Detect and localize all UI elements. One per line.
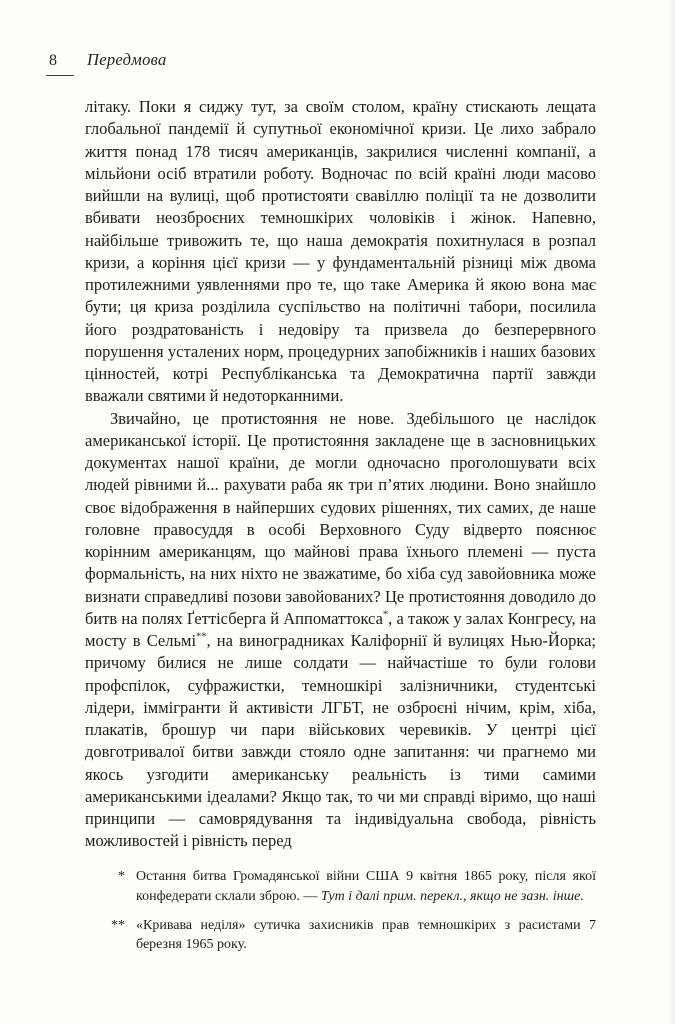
page-number: 8 xyxy=(46,52,74,76)
footnote-2-marker: ** xyxy=(111,917,125,933)
paragraph-2-text: , на виноградниках Каліфорнії й вулицях Нью-Йорка; причому билися не лише солдати — найчастіше то були голови профспілок, суфражистки, темношкірі залізничники, студентські лідери, іммігранти й активісти ЛГБТ, не озброєні нічим, крім, хіба, плакатів, брошур чи пари військових черевиків. У центрі цієї довготривалої битви завжди стояло одне запитання: чи прагнемо ми якось узгодити американську реальність із тими самими американськими ідеалами? Якщо так, то чи ми справді віримо, що наші принципи — самоврядування та індивідуальна свобода, рівність можливостей і рівність перед xyxy=(85,631,596,851)
paragraph-2-text: , а також у залах Конгресу, на мосту в Сельмі xyxy=(85,608,596,650)
paragraph-2-text: Звичайно, це протистояння не нове. Здебільшого це наслідок американської історії. Це протистояння закладене ще в засновницьких документах нашої країни, де могли одночасно проголошувати всіх людей рівними й... рахувати раба як три п’ятих людини. Воно знайшло своє відображення в найперших судових рішеннях, тих самих, де наше головне правосуддя в особі Верховного Суду відверто пояснює корінним американцям, що майнові права їхнього племені — пуста формальність, на них ніхто не зважатиме, бо хіба суд завойовника може визнати справедливі позови завойованих? Це протистояння доводило до битв на полях Ґеттісберга й Аппоматтокса xyxy=(85,408,596,628)
footnote-1-marker: * xyxy=(118,869,125,884)
page-header xyxy=(46,50,596,76)
footnote-1-body: Остання битва Громадянської війни США 9 квітня 1865 року, після якої конфедерати склали зброю. — xyxy=(136,869,596,904)
paragraph-1: літаку. Поки я сиджу тут, за своїм столом, країну стискають лещата глобальної пандемії й супутньої економічної кризи. Це лихо забрало життя понад 178 тисяч американців, закрилися численні компанії, а мільйони осіб втратили роботу. Водночас по всій країні люди масово вийшли на вулиці, щоб протистояти свавіллю поліції та не дозволити вбивати неозброєних темношкірих чоловіків і жінок. Напевно, найбільше тривожить те, що наша демократія похитнулася в розпал кризи, а коріння цієї кризи — у фундаментальній різниці між двома протилежними уявленнями про те, що таке Америка й якою вона має бути; ця криза розділила суспільство на політичні табори, посилила його роздратованість і недовіру та призвела до безперервного порушення усталених норм, процедурних запобіжників і наших базових цінностей, котрі Республіканська та Демократична партії завжди вважали святими й недоторканними. xyxy=(85,97,596,406)
footnote-1 xyxy=(103,867,596,907)
footnote-1-text xyxy=(136,867,596,907)
footnote-ref-1: * xyxy=(382,609,389,621)
footnote-1-translator-note: Тут і далі прим. перекл., якщо не зазн. інше. xyxy=(320,888,584,904)
footnote-2 xyxy=(103,916,596,956)
footnote-2-text xyxy=(136,916,596,956)
footnote-ref-2: ** xyxy=(196,631,207,643)
running-title: Передмова xyxy=(87,50,167,69)
paragraph-2 xyxy=(85,408,596,853)
footnotes-section xyxy=(103,867,596,964)
footnote-2-body: «Кривава неділя» сутичка захисників прав темношкірих з расистами 7 березня 1965 року. xyxy=(136,917,596,953)
body-text xyxy=(85,96,596,853)
